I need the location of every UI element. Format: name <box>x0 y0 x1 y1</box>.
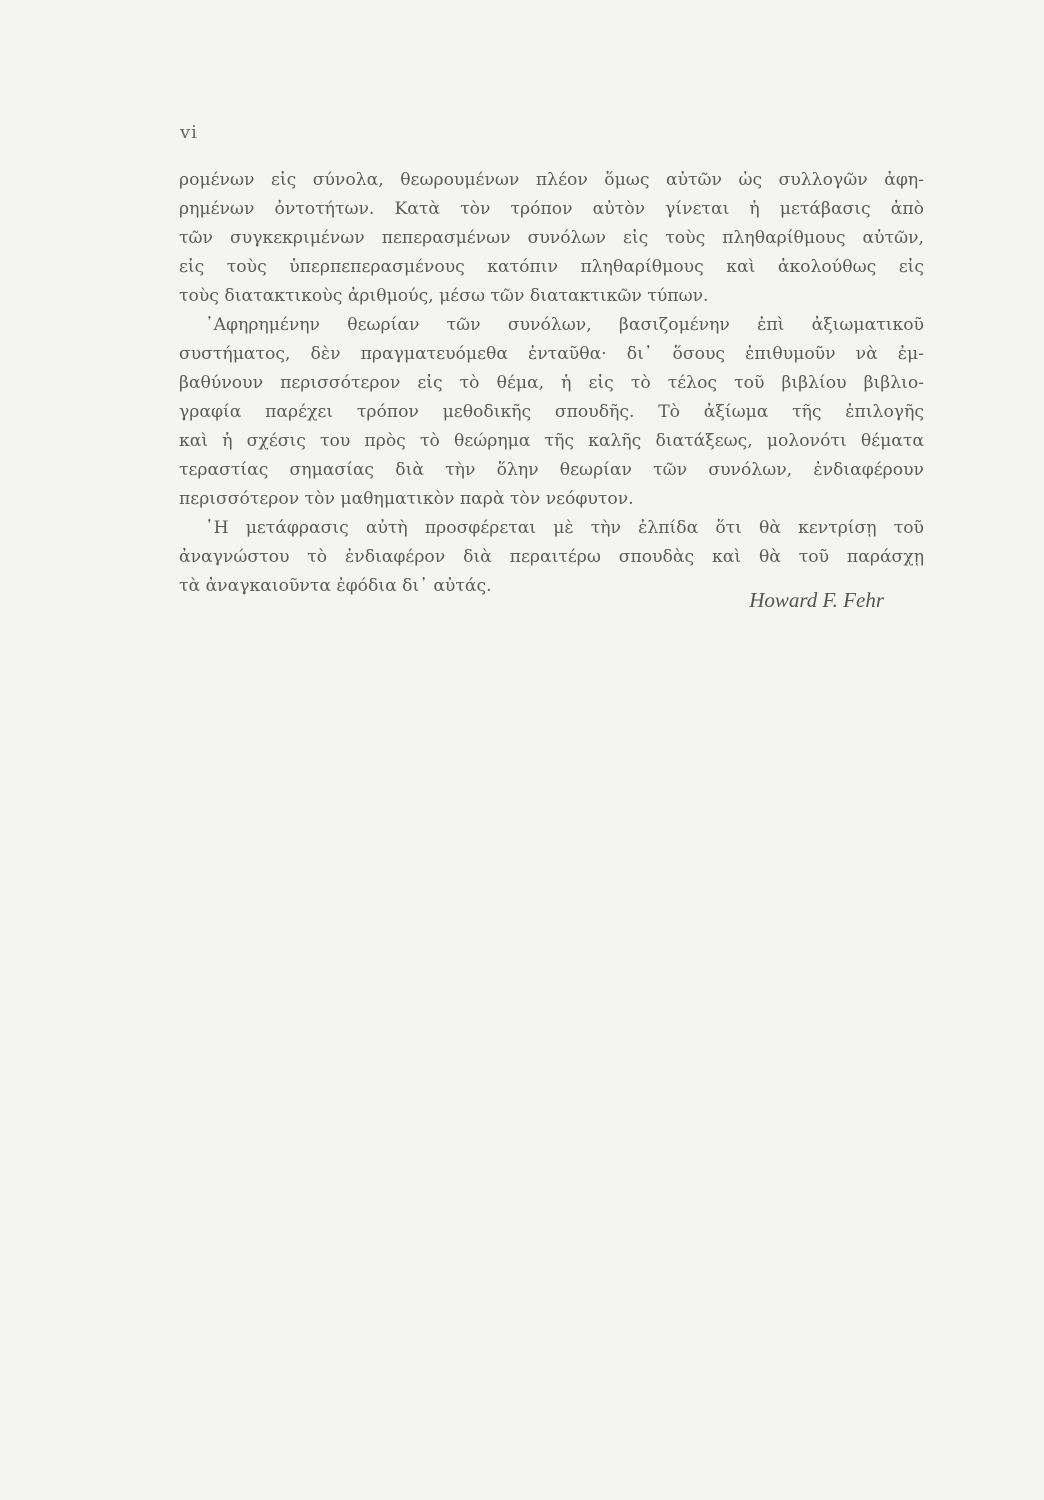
text-line: βαθύνουν περισσότερον εἰς τὸ θέμα, ἡ εἰς τὸ τέλος τοῦ βιβλίου βιβλιο- <box>179 373 924 393</box>
page-number: vi <box>180 122 198 143</box>
body-text <box>179 166 924 601</box>
text-line: ρομένων εἰς σύνολα, θεωρουμένων πλέον ὅμως αὐτῶν ὡς συλλογῶν ἀφη- <box>179 170 924 190</box>
text-line: γραφία παρέχει τρόπον μεθοδικῆς σπουδῆς. Τὸ ἀξίωμα τῆς ἐπιλογῆς <box>179 402 924 422</box>
text-line: περισσότερον τὸν μαθηματικὸν παρὰ τὸν νεόφυτον. <box>179 489 634 509</box>
author-signature: Howard F. Fehr <box>749 588 884 612</box>
text-line: ἀναγνώστου τὸ ἐνδιαφέρον διὰ περαιτέρω σπουδὰς καὶ θὰ τοῦ παράσχῃ <box>179 547 924 567</box>
paragraph-1 <box>179 166 924 311</box>
text-line: ρημένων ὀντοτήτων. Κατὰ τὸν τρόπον αὐτὸν γίνεται ἡ μετάβασις ἀπὸ <box>179 199 924 219</box>
text-line: τοὺς διατακτικοὺς ἀριθμούς, μέσω τῶν διατακτικῶν τύπων. <box>179 286 709 306</box>
text-line: τῶν συγκεκριμένων πεπερασμένων συνόλων εἰς τοὺς πληθαρίθμους αὐτῶν, <box>179 228 924 248</box>
text-line: ῾Η μετάφρασις αὐτὴ προσφέρεται μὲ τὴν ἐλπίδα ὅτι θὰ κεντρίσῃ τοῦ <box>205 518 924 538</box>
paragraph-2 <box>179 311 924 514</box>
text-line: τεραστίας σημασίας διὰ τὴν ὅλην θεωρίαν τῶν συνόλων, ἐνδιαφέρουν <box>179 460 924 480</box>
text-line: ᾿Αφηρημένην θεωρίαν τῶν συνόλων, βασιζομένην ἐπὶ ἀξιωματικοῦ <box>205 315 924 335</box>
text-line: τὰ ἀναγκαιοῦντα ἐφόδια δι᾿ αὐτάς. <box>179 576 492 596</box>
text-line: εἰς τοὺς ὑπερπεπερασμένους κατόπιν πληθαρίθμους καὶ ἀκολούθως εἰς <box>179 257 924 277</box>
text-line: συστήματος, δὲν πραγματευόμεθα ἐνταῦθα· δι᾿ ὅσους ἐπιθυμοῦν νὰ ἐμ- <box>179 344 924 364</box>
text-line: καὶ ἡ σχέσις του πρὸς τὸ θεώρημα τῆς καλῆς διατάξεως, μολονότι θέματα <box>179 431 924 451</box>
